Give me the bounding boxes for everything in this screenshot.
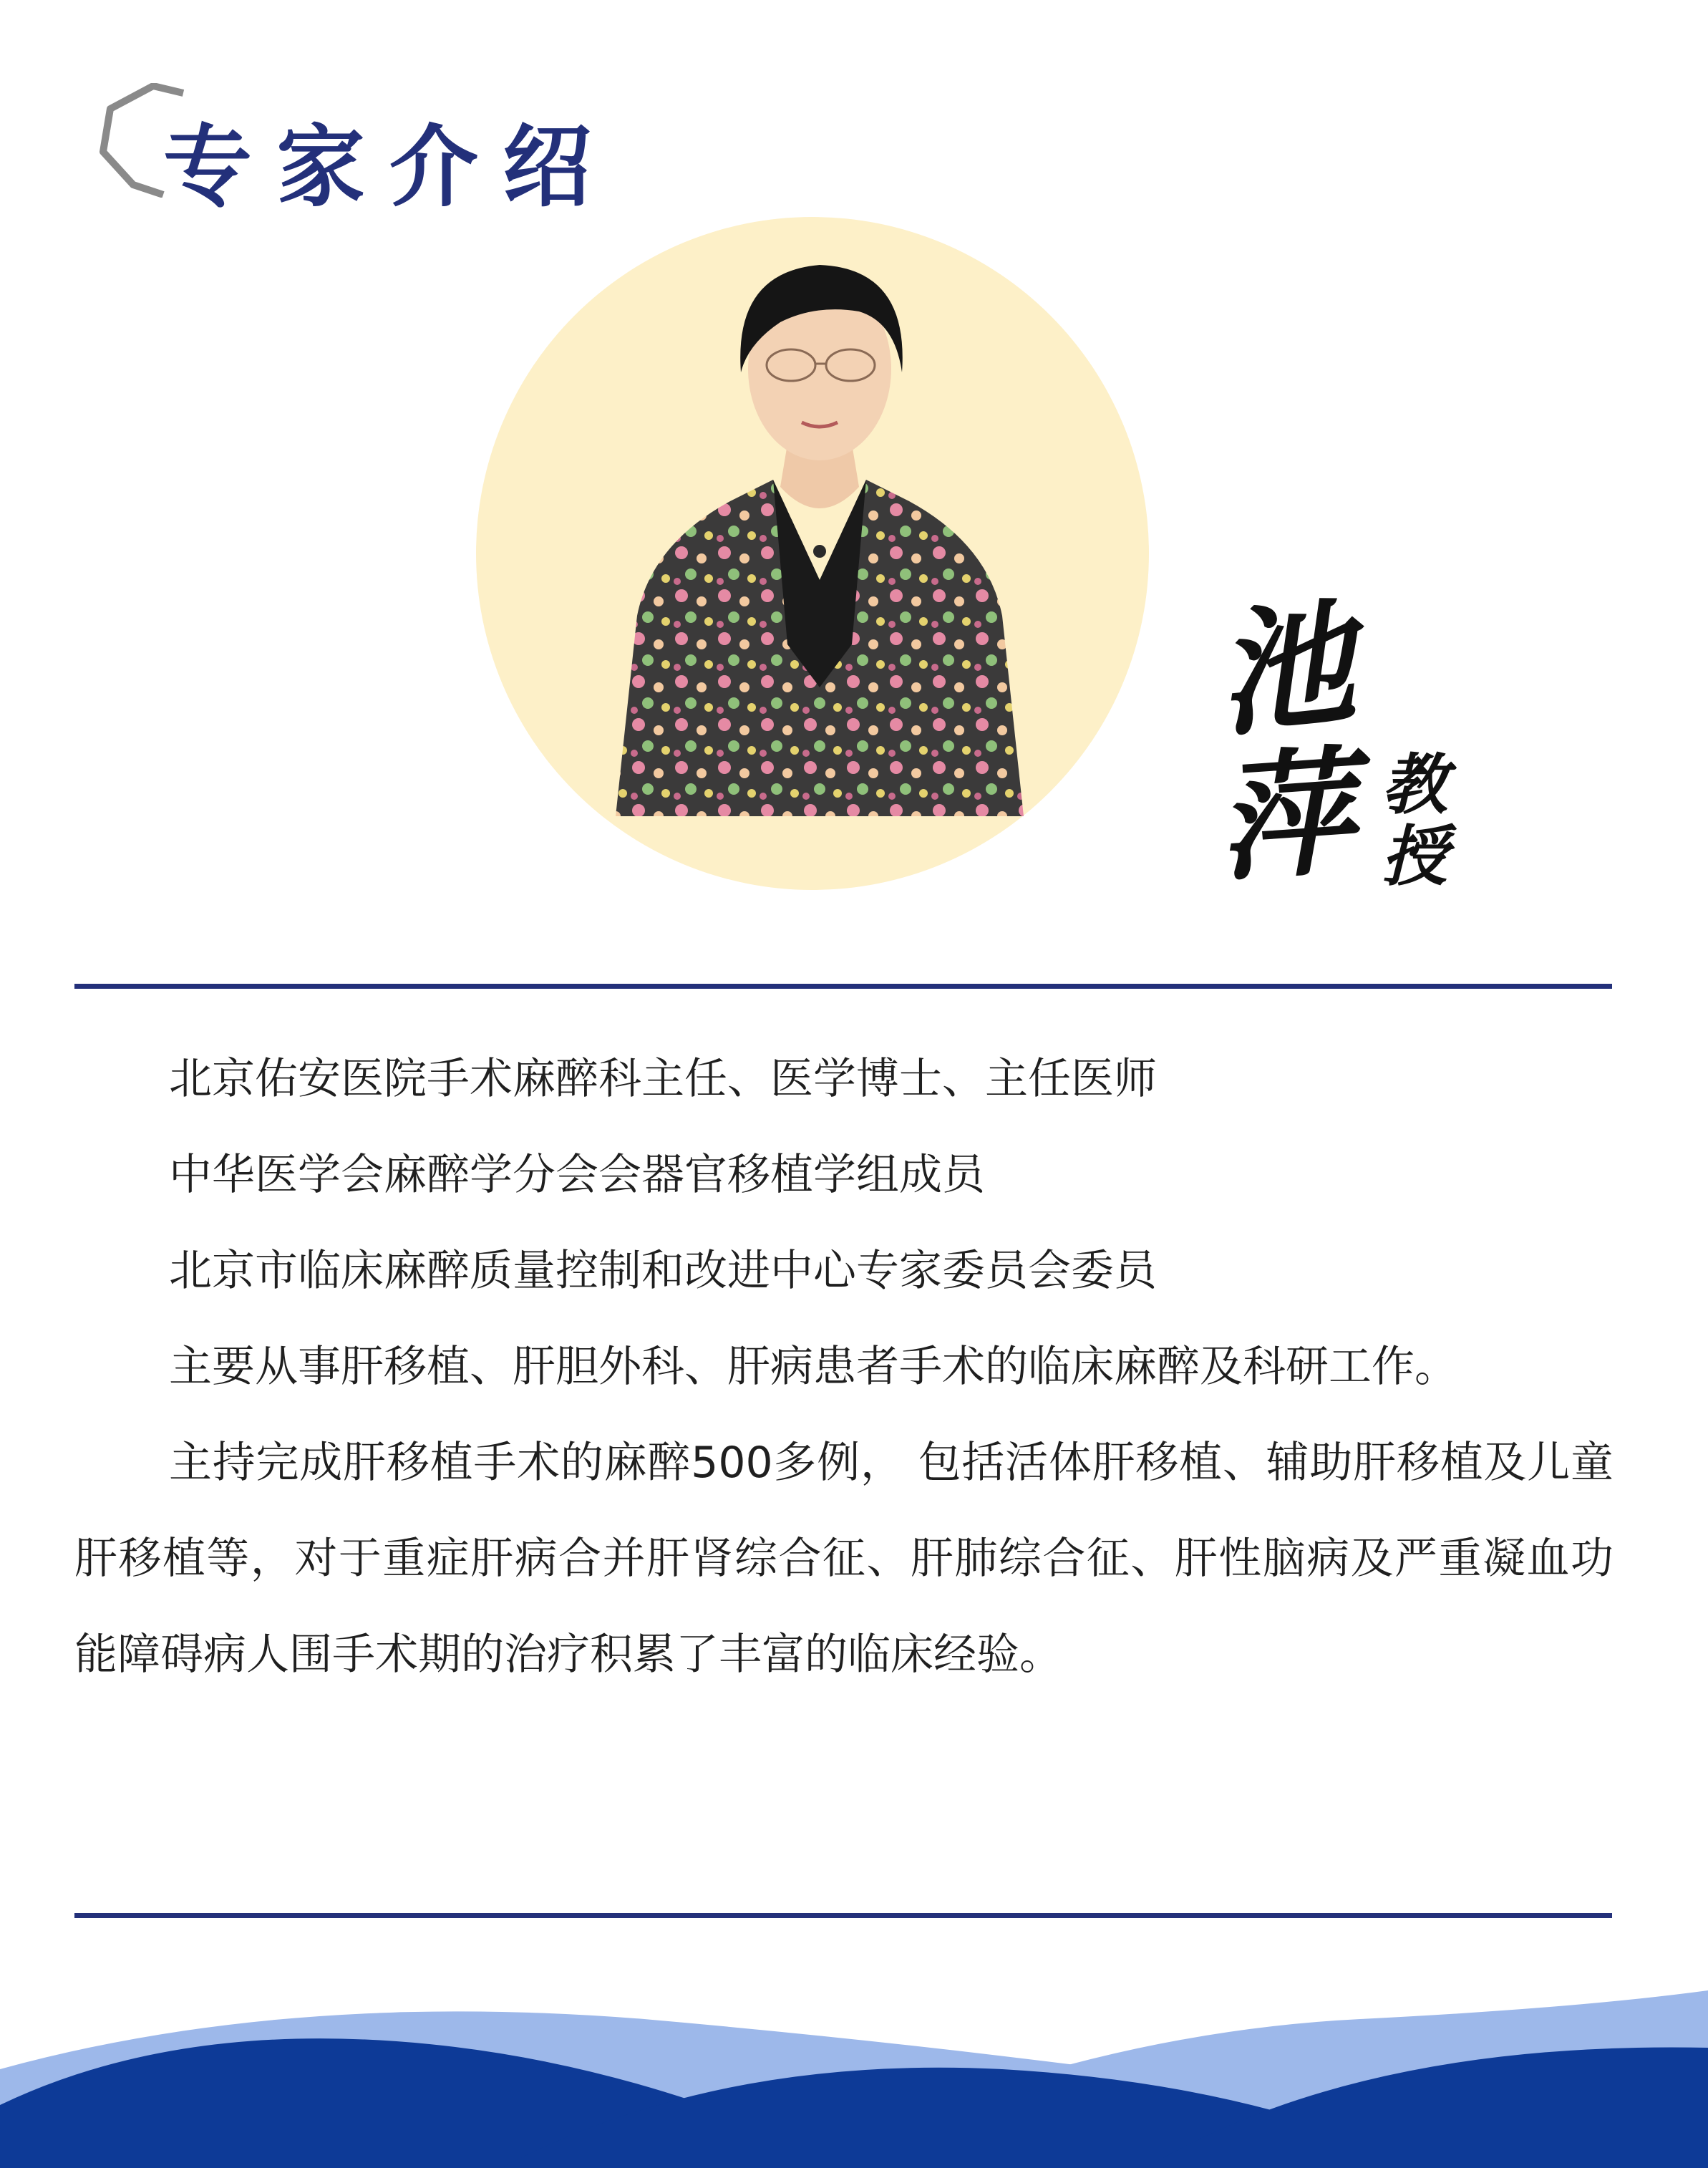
bio-paragraph: 北京市临床麻醉质量控制和改进中心专家委员会委员 [169,1246,1157,1296]
divider-top [74,984,1612,989]
bio-section [74,1031,1614,1703]
page-title: 专家介绍 [163,116,616,219]
divider-bottom [74,1913,1612,1918]
bio-paragraph: 主要从事肝移植、肝胆外科、肝病患者手术的临床麻醉及科研工作。 [169,1342,1457,1392]
expert-portrait [587,243,1052,816]
wave-decoration [0,1976,1708,2168]
signature-title-char-1: 教 [1382,746,1448,823]
signature-name-char-1: 池 [1208,582,1362,756]
bio-paragraph: 北京佑安医院手术麻醉科主任、医学博士、主任医师 [169,1054,1157,1104]
signature-name-char-2: 萍 [1211,731,1359,901]
bio-paragraph: 中华医学会麻醉学分会会器官移植学组成员 [169,1150,985,1200]
signature-title-char-2: 授 [1382,818,1448,895]
bio-paragraph: 主持完成肝移植手术的麻醉500多例， 包括活体肝移植、辅助肝移植及儿童肝移植等，对于重症肝病合并肝肾综合征、肝肺综合征、肝性脑病及严重凝血功能障碍病人围手术期的治疗积累了丰富的临床经验。 [74,1438,1614,1680]
